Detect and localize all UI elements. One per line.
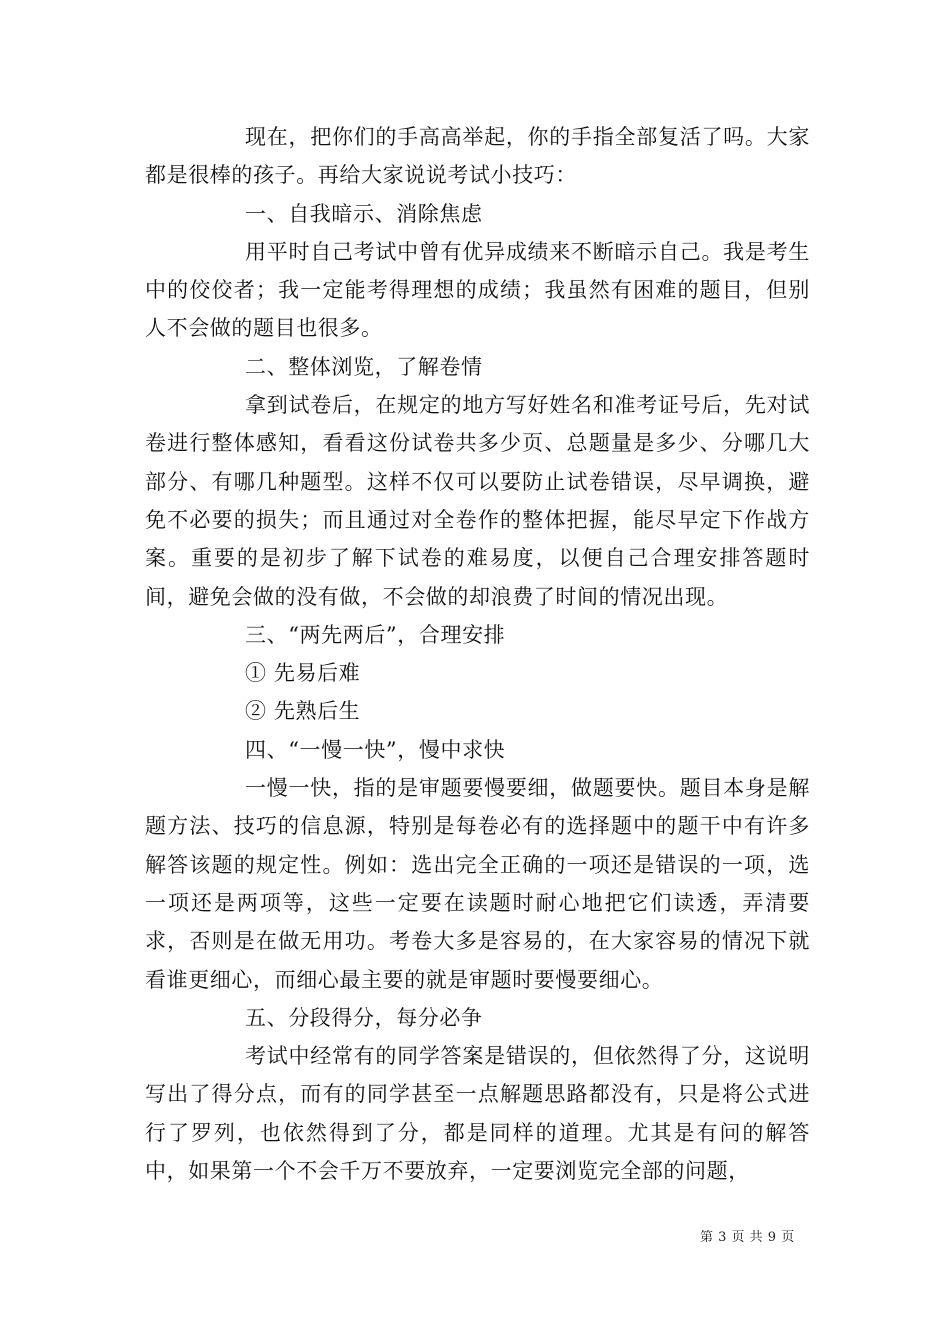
paragraph-section-2: 拿到试卷后，在规定的地方写好姓名和准考证号后，先对试卷进行整体感知，看看这份试卷共多少页、总题量是多少、分哪几大部分、有哪几种题型。这样不仅可以要防止试卷错误，尽早调换，避免不必要的损失；而且通过对全卷作的整体把握，能尽早定下作战方案。重要的是初步了解下试卷的难易度，以便自己合理安排答题时间，避免会做的没有做，不会做的却浪费了时间的情况出现。	[145, 393, 810, 609]
heading-section-2: 二、整体浏览，了解卷情	[245, 354, 483, 379]
page-number-footer: 第 3 页 共 9 页	[700, 1230, 795, 1245]
list-item-1: ① 先易后难	[245, 661, 361, 686]
heading-section-1: 一、自我暗示、消除焦虑	[245, 201, 483, 226]
paragraph-section-4: 一慢一快，指的是审题要慢要细，做题要快。题目本身是解题方法、技巧的信息源，特别是每卷必有的选择题中的题干中有许多解答该题的规定性。例如：选出完全正确的一项还是错误的一项，选一项还是两项等，这些一定要在读题时耐心地把它们读透，弄清要求，否则是在做无用功。考卷大多是容易的，在大家容易的情况下就看谁更细心，而细心最主要的就是审题时要慢要细心。	[145, 776, 810, 992]
heading-section-4: 四、“一慢一快”，慢中求快	[245, 737, 506, 762]
document-body	[145, 118, 810, 1190]
paragraph-intro: 现在，把你们的手高高举起，你的手指全部复活了吗。大家都是很棒的孩子。再给大家说说考试小技巧：	[145, 125, 810, 188]
heading-section-5: 五、分段得分，每分必争	[245, 1005, 483, 1030]
paragraph-section-5: 考试中经常有的同学答案是错误的，但依然得了分，这说明写出了得分点，而有的同学甚至一点解题思路都没有，只是将公式进行了罗列，也依然得到了分，都是同样的道理。尤其是有问的解答中，如果第一个不会千万不要放弃，一定要浏览完全部的问题，	[145, 1044, 810, 1184]
list-item-2: ② 先熟后生	[245, 699, 361, 724]
heading-section-3: 三、“两先两后”，合理安排	[245, 622, 506, 647]
paragraph-section-1: 用平时自己考试中曾有优异成绩来不断暗示自己。我是考生中的佼佼者；我一定能考得理想的成绩；我虽然有困难的题目，但别人不会做的题目也很多。	[145, 239, 810, 341]
